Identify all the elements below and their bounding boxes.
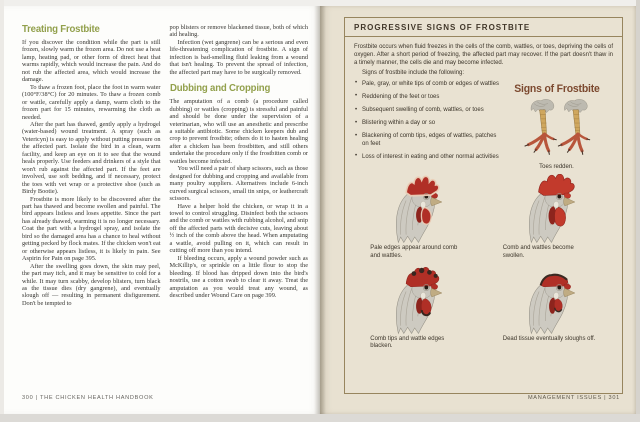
paragraph: Infection (wet gangrene) can be a serious and even life-threatening complication of frostbite. A sign of infection is bad-smelling fluid leaking from a wound that isn't healing. To prevent the spread of infection, the affected part may have to be surgically removed. — [169, 38, 308, 76]
paragraph: Have a helper hold the chicken, or wrap it in a towel to control struggling. Disinfect both the scissors and the comb or wattles with rubbing alcohol, and snip off the affected parts with decisive cuts, leaving about ½ inch of the comb above the head. When amputating a wattle, avoid pulling on it, which can result in cutting off more than you intend. — [169, 202, 309, 255]
list-item: • Blistering within a day or so — [354, 120, 500, 128]
paragraph: If you discover the condition while the part is still frozen, slowly warm the frozen area. Do not use a heat lamp, heating pad, or other form of direct heat that warms rapidly, which would increase the pain. And do not rub the affected area, which would increase the damage. — [22, 39, 161, 84]
box-intro: Frostbite occurs when fluid freezes in the cells of the comb, wattles, or toes, depriving the cells of oxygen. After a short period of freezing, the affected part may recover. If the part doesn't thaw in a timely manner, the cells die and may become infected. — [354, 44, 613, 67]
chicken-heads-grid — [354, 174, 613, 351]
list-item: • Blackening of comb tips, edges of wattles, patches on feet — [354, 133, 500, 148]
photo-edge-right — [636, 0, 640, 422]
frostbite-signs-box — [344, 17, 623, 394]
chicken-head-swollen-illustration — [503, 174, 597, 244]
left-column-1 — [22, 24, 161, 307]
left-column-2 — [170, 24, 309, 307]
chicken-head-slough-illustration — [503, 265, 597, 335]
list-item: • Subsequent swelling of comb, wattles, or toes — [354, 107, 500, 115]
signs-illustration-column — [500, 81, 613, 171]
frostbite-signs-list — [354, 81, 500, 171]
list-item: • Pale, gray, or white tips of comb or edges of wattles — [354, 81, 500, 89]
chicken-head-blackened-illustration — [370, 265, 464, 335]
photo-edge-bottom — [0, 414, 640, 422]
head-caption: Comb tips and wattle edges blacken. — [370, 336, 445, 350]
paragraph: After the part has thawed, gently apply a hydrogel (water-based) wound treatment. A spray (such as Vetericyn) is easy to apply without putting pressure on the affected part. Isolate the bird in a clean, warm facility, and keep an eye on it to see that the wound heals properly. Use feeders and drinkers of a style that won't rub against the affected part. If the feet are involved, use soft bedding, and if necessary, protect the toes with vet wrap or a protective shoe (such as Birdy Bootie). — [22, 120, 161, 196]
right-page — [320, 6, 636, 414]
section-heading-treating-frostbite: Treating Frostbite — [22, 24, 100, 35]
chicken-feet-illustration — [511, 98, 603, 162]
signs-of-frostbite-heading: Signs of Frostbite — [513, 82, 600, 95]
section-heading-dubbing-cropping: Dubbing and Cropping — [169, 83, 270, 95]
paragraph: You will need a pair of sharp scissors, such as those designed for dubbing and cropping and available from many poultry suppliers. Alternatives include 6-inch curved surgical scissors, small tin snips, or leathercraft scissors. — [169, 165, 308, 203]
paragraph: After the swelling goes down, the skin may peel, the part may itch, and it may be sensitive to cold for a while. It may turn scabby, develop blisters, turn black as the tissue dies (dry gangrene), and eventually slough off — resulting in permanent disfigurement. Don't be tempted to — [22, 262, 161, 307]
box-list-intro: Signs of frostbite include the following: — [362, 69, 465, 76]
right-page-footer: MANAGEMENT ISSUES | 301 — [527, 395, 620, 401]
book-spine — [314, 6, 326, 414]
left-page-text — [22, 24, 308, 307]
head-caption: Comb and wattles become swollen. — [502, 245, 574, 259]
head-caption: Dead tissue eventually sloughs off. — [502, 336, 596, 343]
paragraph: If bleeding occurs, apply a wound powder such as McKillip's, or sprinkle on a little flour to stop the bleeding. If blood has dripped down into the bird's nostrils, use a cotton swab to clear it away. Treat the amputation as you would treat any wound, as described under Wound Care on page 399. — [169, 254, 308, 299]
box-body — [345, 37, 622, 351]
head-caption: Pale edges appear around comb and wattles. — [370, 245, 458, 259]
feet-caption: Toes redden. — [539, 163, 574, 170]
paragraph: To thaw a frozen foot, place the foot in warm water (100°F/38°C) for 20 minutes. To thaw a frozen comb or wattle, carefully apply a damp, warm cloth to the frozen part for 15 minutes, rewarming the cloth as needed. — [22, 83, 161, 121]
left-page-footer: 300 | THE CHICKEN HEALTH HANDBOOK — [22, 395, 154, 401]
box-title: PROGRESSIVE SIGNS OF FROSTBITE — [345, 18, 622, 37]
paragraph: Frostbite is more likely to be discovered after the part has thawed and become swollen and painful. The bird appears listless and loses appetite. Since the part has already thawed, warming it is no longer necessary. Coat the part with a hydrogel spray, and isolate the bird so the damaged area has a chance to heal without getting pecked by flock mates. If the chicken won't eat or otherwise appears listless, it is likely in pain. See Aspirin for Pain on page 395. — [22, 195, 161, 263]
chicken-head-pale-illustration — [370, 174, 464, 244]
list-item: • Reddening of the feet or toes — [354, 94, 500, 102]
paragraph: pop blisters or remove blackened tissue, both of which aid healing. — [169, 24, 308, 39]
paragraph: The amputation of a comb (a procedure called dubbing) or wattles (cropping) is stressful and painful and should be done under the supervision of a veterinarian, who will use an anesthetic and prescribe a suitable antibiotic. Some chicken keepers dub and crop to prevent frostbite; others do it to hasten healing after a chicken has been frostbitten, and still others undertake the procedure only if the frostbitten comb or wattles become infected. — [169, 98, 308, 165]
left-page — [4, 6, 320, 414]
list-item: • Loss of interest in eating and other normal activities — [354, 154, 500, 162]
